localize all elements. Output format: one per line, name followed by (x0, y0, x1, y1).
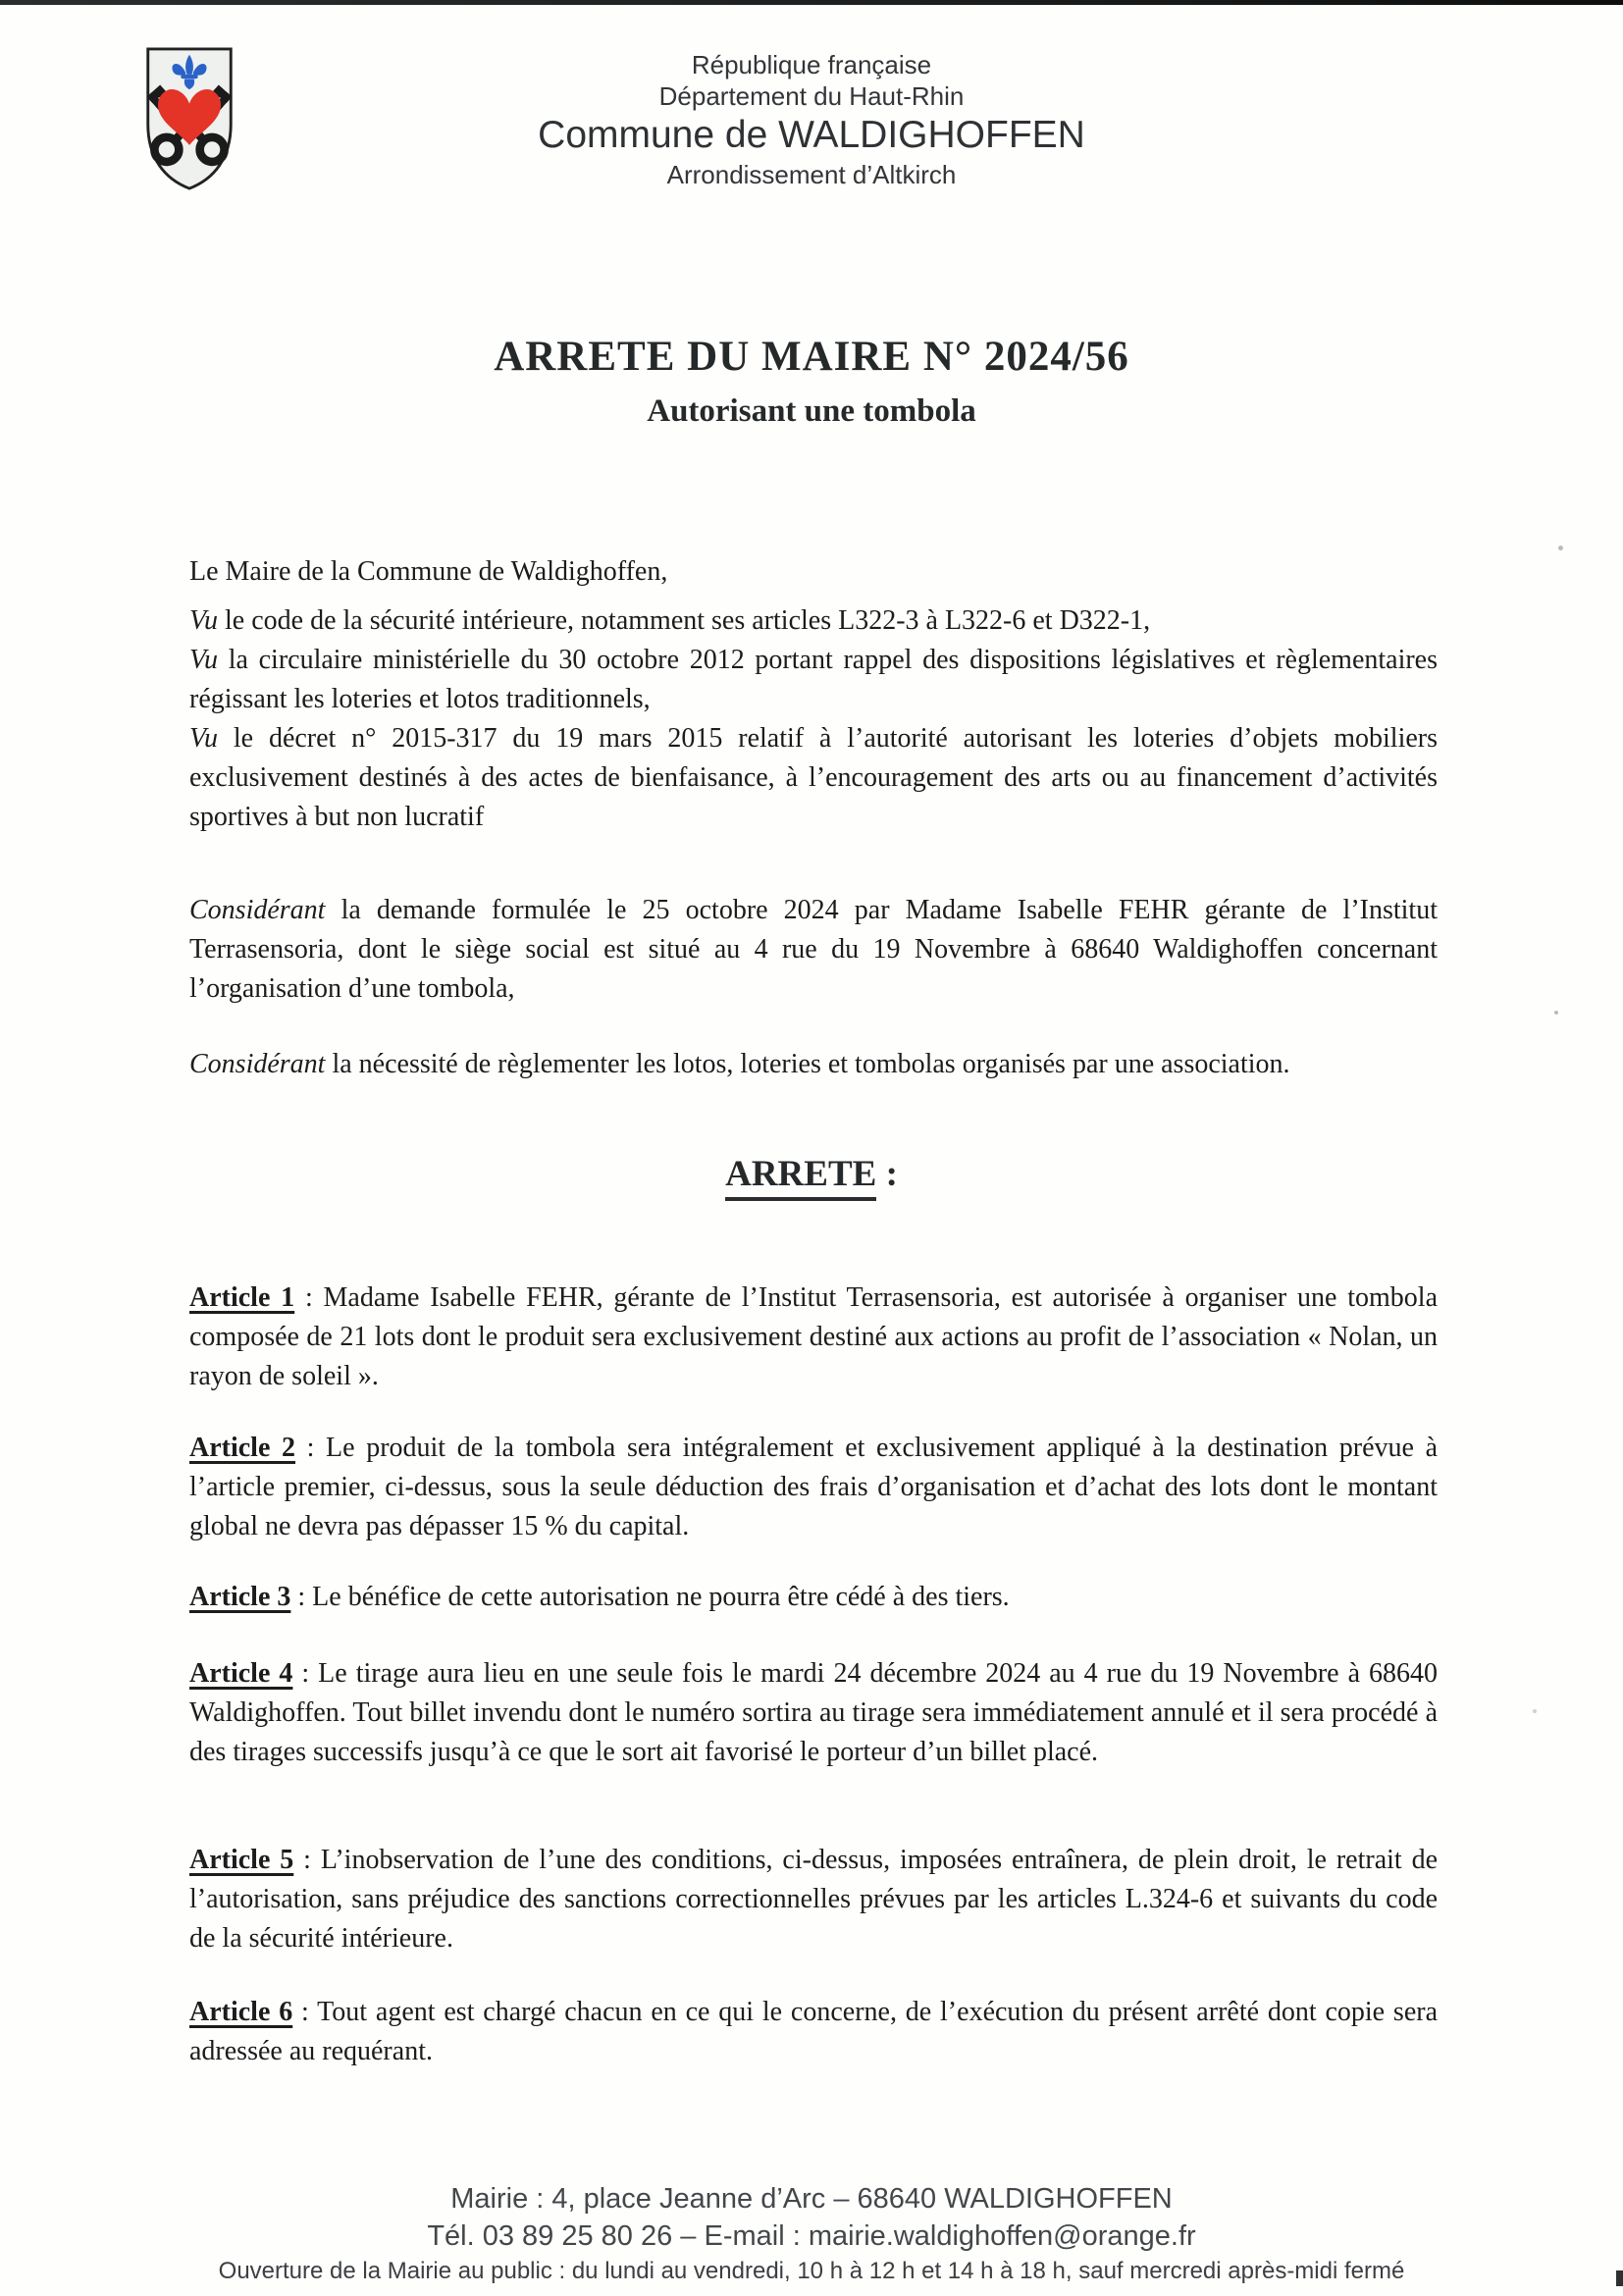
considerant-recital (189, 1045, 1438, 1084)
decree-title: ARRETE DU MAIRE N° 2024/56 (494, 334, 1129, 380)
article-6-label: Article 6 (189, 1997, 293, 2027)
article-5 (189, 1841, 1438, 1958)
considerant-recital (189, 891, 1438, 1009)
letterhead-commune: Commune de WALDIGHOFFEN (538, 114, 1085, 156)
article-sep: : (290, 1582, 313, 1612)
letterhead-arrondissement: Arrondissement d’Altkirch (666, 160, 957, 189)
scan-speck-artifact (1558, 546, 1563, 550)
article-6-text: Tout agent est chargé chacun en ce qui le concerne, de l’exécution du présent arrêté dont copie sera adressée au requérant. (189, 1997, 1438, 2066)
article-3-text: Le bénéfice de cette autorisation ne pourra être cédé à des tiers. (312, 1582, 1010, 1612)
article-4-text: Le tirage aura lieu en une seule fois le mardi 24 décembre 2024 au 4 rue du 19 Novembre à 68640 Waldighoffen. Tout billet invendu dont le numéro sortira au tirage sera immédiatement annulé et il sera procédé à des tirages successifs jusqu’à ce que le sort ait favorisé le porteur d’un billet placé. (189, 1658, 1439, 1767)
article-2-label: Article 2 (189, 1433, 296, 1463)
vu-recital (189, 641, 1438, 719)
considerant-text: la nécessité de règlementer les lotos, loteries et tombolas organisés par une association. (325, 1049, 1290, 1079)
article-4-label: Article 4 (189, 1658, 293, 1689)
footer-contact: Tél. 03 89 25 80 26 – E-mail : mairie.waldighoffen@orange.fr (427, 2220, 1196, 2252)
vu-recital (189, 601, 1438, 641)
article-sep: : (294, 1282, 324, 1313)
page-footer (0, 2180, 1623, 2288)
decree-body (189, 525, 1439, 2066)
article-4 (189, 1654, 1438, 1772)
scan-speck-artifact (1533, 1709, 1537, 1713)
considerant-lead: Considérant (189, 1049, 326, 1079)
article-2-text: Le produit de la tombola sera intégralement et exclusivement appliqué à la destination prévue à l’article premier, ci-dessus, sous la seule déduction des frais d’organisation et d’achat des lots dont le montant global ne devra pas dépasser 15 % du capital. (189, 1433, 1439, 1541)
article-6 (189, 1993, 1438, 2071)
vu-lead: Vu (189, 645, 219, 675)
decree-heading (0, 1153, 1623, 1195)
footer-hours: Ouverture de la Mairie au public : du lundi au vendredi, 10 h à 12 h et 14 h à 18 h, sauf mercredi après-midi fermé (218, 2258, 1405, 2284)
article-1-label: Article 1 (189, 1282, 295, 1313)
vu-recitals (189, 601, 1438, 837)
article-sep: : (292, 1658, 319, 1689)
letterhead (0, 49, 1623, 190)
scan-edge-artifact (0, 0, 1623, 5)
vu-text: le code de la sécurité intérieure, notamment ses articles L322-3 à L322-6 et D322-1, (218, 605, 1151, 636)
scan-edge-artifact (1616, 2270, 1623, 2286)
vu-lead: Vu (189, 723, 219, 754)
footer-address: Mairie : 4, place Jeanne d’Arc – 68640 WALDIGHOFFEN (450, 2183, 1173, 2215)
article-sep: : (293, 1845, 321, 1875)
article-3-label: Article 3 (189, 1582, 291, 1612)
letterhead-department: Département du Haut-Rhin (658, 81, 965, 111)
vu-recital (189, 719, 1438, 837)
article-5-text: L’inobservation de l’une des conditions, ci-dessus, imposées entraînera, de plein droit, le retrait de l’autorisation, sans préjudice des sanctions correctionnelles prévues par les articles L.324-6 et suivants du code de la sécurité intérieure. (189, 1845, 1439, 1954)
decree-title-block (0, 332, 1623, 432)
considerant-text: la demande formulée le 25 octobre 2024 par Madame Isabelle FEHR gérante de l’Institut Terrasensoria, dont le siège social est situé au 4 rue du 19 Novembre à 68640 Waldighoffen concernant l’organisation d’une tombola, (189, 895, 1438, 1004)
decree-heading-word: ARRETE (725, 1154, 876, 1201)
article-5-label: Article 5 (189, 1845, 294, 1875)
article-2 (189, 1429, 1438, 1546)
article-1 (189, 1278, 1438, 1396)
scan-speck-artifact (1554, 1011, 1558, 1015)
article-sep: : (292, 1997, 318, 2027)
decree-subtitle: Autorisant une tombola (647, 393, 976, 429)
vu-lead: Vu (189, 605, 219, 636)
article-sep: : (295, 1433, 327, 1463)
considerant-lead: Considérant (189, 895, 326, 925)
vu-text: la circulaire ministérielle du 30 octobre 2012 portant rappel des dispositions législatives et règlementaires régissant les loteries et lotos traditionnels, (189, 645, 1438, 714)
article-3 (189, 1578, 1438, 1617)
letterhead-republic: République française (691, 50, 932, 79)
decree-heading-colon: : (876, 1154, 898, 1194)
opening-line: Le Maire de la Commune de Waldighoffen, (189, 556, 668, 587)
article-1-text: Madame Isabelle FEHR, gérante de l’Institut Terrasensoria, est autorisée à organiser une tombola composée de 21 lots dont le produit sera exclusivement destiné aux actions au profit de l’association « Nolan, un rayon de soleil ». (189, 1282, 1438, 1391)
vu-text: le décret n° 2015-317 du 19 mars 2015 relatif à l’autorité autorisant les loteries d’objets mobiliers exclusivement destinés à des actes de bienfaisance, à l’encouragement des arts ou au financement d’activités sportives à but non lucratif (189, 723, 1438, 832)
